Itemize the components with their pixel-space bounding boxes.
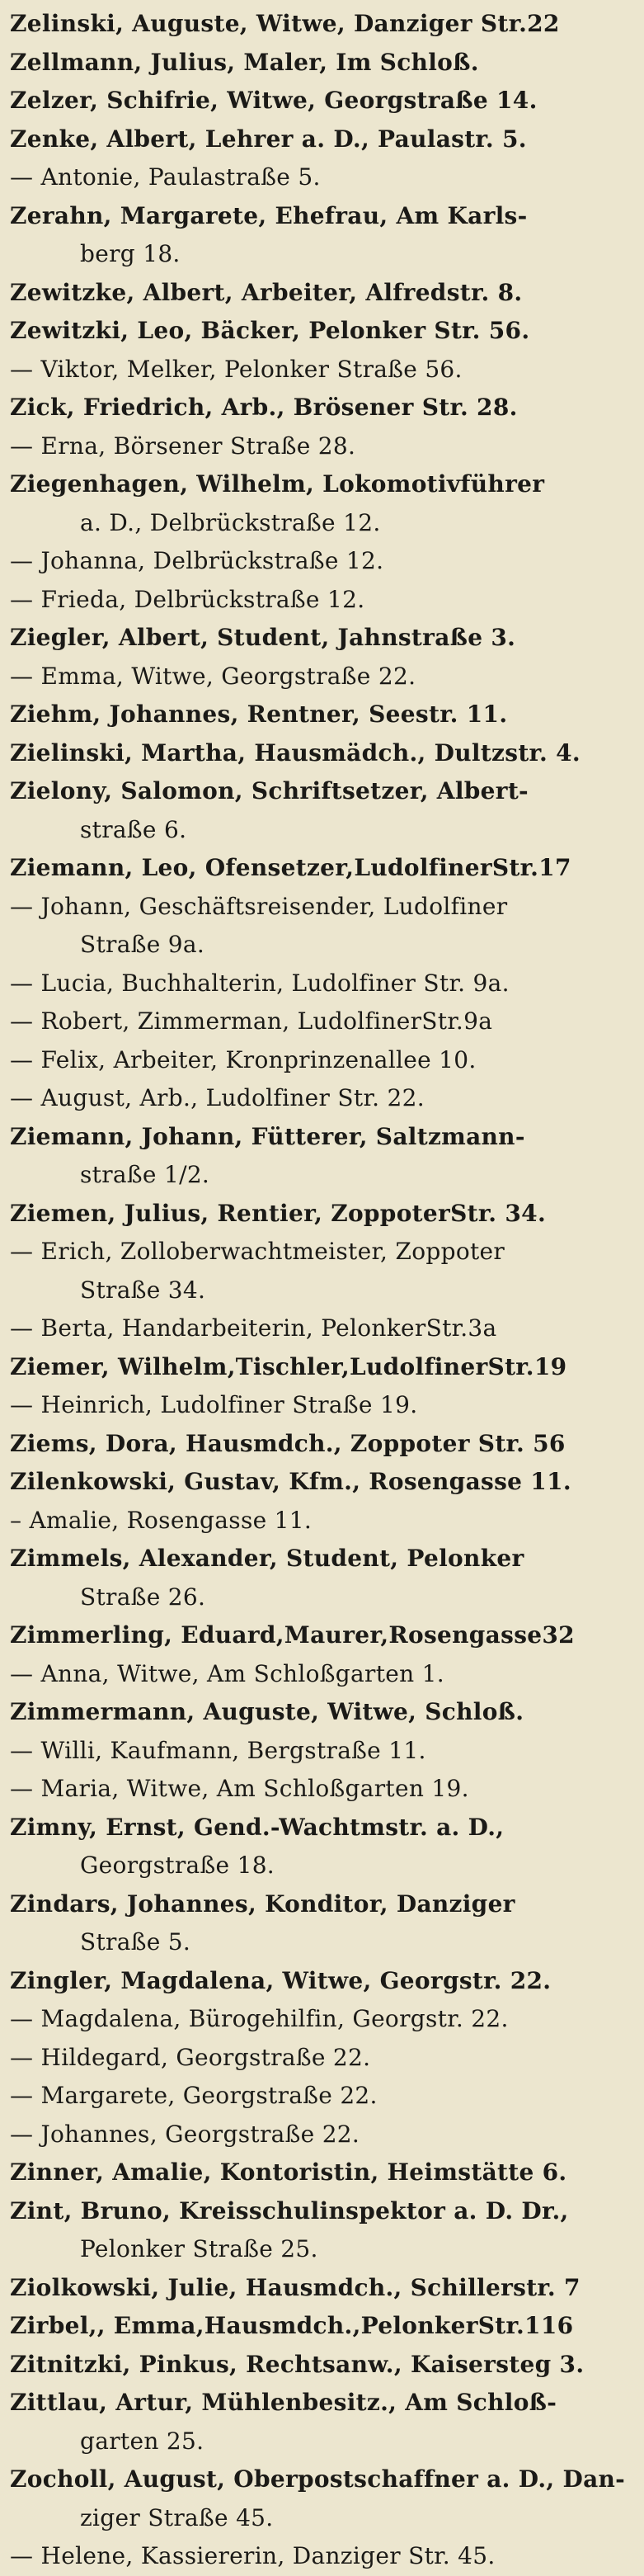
entry-continuation-line: Straße 26.	[80, 1583, 206, 1611]
entry-line: Zellmann, Julius, Maler, Im Schloß.	[10, 48, 479, 76]
entry-line: — Willi, Kaufmann, Bergstraße 11.	[10, 1736, 426, 1764]
directory-subentry	[10, 2077, 634, 2116]
entry-line: Zint, Bruno, Kreisschulinspektor a. D. Dr.,	[10, 2196, 569, 2225]
directory-subentry	[10, 658, 634, 696]
entry-line: Zelinski, Auguste, Witwe, Danziger Str.22	[10, 10, 560, 37]
entry-line: Zick, Friedrich, Arb., Brösener Str. 28.	[10, 394, 518, 421]
entry-line: — Berta, Handarbeiterin, PelonkerStr.3a	[10, 1314, 497, 1342]
entry-line: — Erna, Börsener Straße 28.	[10, 432, 356, 460]
entry-line: — Hildegard, Georgstraße 22.	[10, 2043, 371, 2071]
entry-line: Ziehm, Johannes, Rentner, Seestr. 11.	[10, 701, 508, 728]
directory-subentry	[10, 2000, 634, 2039]
directory-subentry	[10, 2537, 634, 2576]
entry-line: — Felix, Arbeiter, Kronprinzenallee 10.	[10, 1045, 477, 1073]
directory-subentry	[10, 581, 634, 620]
directory-entry	[10, 465, 634, 542]
entry-continuation-line: straße 1/2.	[80, 1161, 210, 1188]
directory-entry	[10, 389, 634, 427]
entry-line: Zocholl, August, Oberpostschaffner a. D., Dan-	[10, 2465, 626, 2493]
entry-line: — Heinrich, Ludolfiner Straße 19.	[10, 1391, 418, 1418]
directory-subentry	[10, 1079, 634, 1118]
directory-entry	[10, 772, 634, 849]
entry-line: — Magdalena, Bürogehilfin, Georgstr. 22.	[10, 2005, 509, 2032]
entry-line: Ziemer, Wilhelm,Tischler,LudolfinerStr.19	[10, 1352, 567, 1380]
entry-line: — August, Arb., Ludolfiner Str. 22.	[10, 1084, 425, 1111]
entry-line: Zingler, Magdalena, Witwe, Georgstr. 22.	[10, 1966, 552, 1994]
directory-entry	[10, 5, 634, 44]
directory-entry	[10, 312, 634, 351]
directory-subentry	[10, 1233, 634, 1309]
entry-continuation-line: Straße 9a.	[80, 931, 205, 958]
directory-entry	[10, 1118, 634, 1195]
directory-entry	[10, 1616, 634, 1655]
entry-line: — Frieda, Delbrückstraße 12.	[10, 585, 365, 613]
directory-entry	[10, 2307, 634, 2346]
entry-continuation-line: Georgstraße 18.	[80, 1852, 275, 1879]
directory-subentry	[10, 1732, 634, 1771]
directory-entry	[10, 1885, 634, 1962]
entry-line: Ziegenhagen, Wilhelm, Lokomotivführer	[10, 470, 545, 498]
entry-line: Zimmermann, Auguste, Witwe, Schloß.	[10, 1698, 524, 1725]
entry-line: Zitnitzki, Pinkus, Rechtsanw., Kaisersteg 3.	[10, 2350, 585, 2378]
directory-subentry	[10, 1655, 634, 1694]
directory-entry	[10, 1195, 634, 1234]
directory-subentry	[10, 351, 634, 389]
directory-entry	[10, 120, 634, 159]
entry-line: Zerahn, Margarete, Ehefrau, Am Karls-	[10, 201, 528, 229]
entry-line: — Viktor, Melker, Pelonker Straße 56.	[10, 355, 463, 383]
entry-line: Zittlau, Artur, Mühlenbesitz., Am Schloß-	[10, 2389, 557, 2416]
directory-entry	[10, 2154, 634, 2192]
directory-subentry	[10, 158, 634, 197]
directory-subentry	[10, 427, 634, 466]
entry-line: Ziemann, Leo, Ofensetzer,LudolfinerStr.17	[10, 854, 571, 881]
entry-continuation-line: straße 6.	[80, 815, 187, 843]
directory-entries	[10, 5, 634, 2576]
entry-line: — Robert, Zimmerman, LudolfinerStr.9a	[10, 1007, 493, 1035]
directory-entry	[10, 1809, 634, 1885]
directory-subentry	[10, 542, 634, 581]
entry-line: Zelzer, Schifrie, Witwe, Georgstraße 14.	[10, 87, 538, 114]
entry-continuation-line: berg 18.	[80, 240, 181, 267]
entry-line: Ziems, Dora, Hausmdch., Zoppoter Str. 56	[10, 1429, 566, 1457]
entry-line: Zimmels, Alexander, Student, Pelonker	[10, 1545, 524, 1572]
entry-line: – Amalie, Rosengasse 11.	[10, 1506, 313, 1534]
directory-subentry	[10, 2116, 634, 2154]
entry-line: — Johannes, Georgstraße 22.	[10, 2120, 360, 2148]
entry-line: — Lucia, Buchhalterin, Ludolfiner Str. 9a.	[10, 969, 510, 997]
entry-line: — Johann, Geschäftsreisender, Ludolfiner	[10, 892, 508, 920]
directory-entry	[10, 1693, 634, 1732]
directory-entry	[10, 2460, 634, 2537]
directory-subentry	[10, 1309, 634, 1348]
entry-line: Zimny, Ernst, Gend.-Wachtmstr. a. D.,	[10, 1813, 505, 1841]
entry-line: Zilenkowski, Gustav, Kfm., Rosengasse 11.	[10, 1468, 571, 1495]
directory-entry	[10, 734, 634, 773]
entry-continuation-line: Pelonker Straße 25.	[80, 2235, 318, 2262]
entry-line: — Maria, Witwe, Am Schloßgarten 19.	[10, 1775, 469, 1802]
directory-entry	[10, 274, 634, 313]
entry-continuation-line: garten 25.	[80, 2427, 204, 2455]
entry-line: — Anna, Witwe, Am Schloßgarten 1.	[10, 1659, 444, 1687]
directory-subentry	[10, 1502, 634, 1540]
entry-line: Zewitzke, Albert, Arbeiter, Alfredstr. 8.	[10, 278, 523, 306]
entry-line: Zirbel,, Emma,Hausmdch.,PelonkerStr.116	[10, 2312, 574, 2339]
directory-entry	[10, 44, 634, 83]
entry-line: Zimmerling, Eduard,Maurer,Rosengasse32	[10, 1621, 575, 1649]
directory-subentry	[10, 1003, 634, 1041]
directory-entry	[10, 1540, 634, 1616]
directory-subentry	[10, 965, 634, 1003]
entry-line: — Johanna, Delbrückstraße 12.	[10, 547, 384, 574]
directory-entry	[10, 2192, 634, 2269]
entry-line: — Emma, Witwe, Georgstraße 22.	[10, 662, 416, 690]
entry-line: — Helene, Kassiererin, Danziger Str. 45.	[10, 2542, 496, 2569]
directory-entry	[10, 1463, 634, 1502]
entry-line: Zinner, Amalie, Kontoristin, Heimstätte 6.	[10, 2158, 567, 2186]
directory-entry	[10, 2384, 634, 2460]
directory-entry	[10, 1425, 634, 1464]
entry-line: Zewitzki, Leo, Bäcker, Pelonker Str. 56.	[10, 317, 530, 344]
entry-line: Ziolkowski, Julie, Hausmdch., Schillerstr. 7	[10, 2273, 581, 2301]
directory-entry	[10, 849, 634, 888]
entry-line: Zenke, Albert, Lehrer a. D., Paulastr. 5.	[10, 125, 527, 153]
entry-line: Zindars, Johannes, Konditor, Danziger	[10, 1890, 515, 1918]
entry-continuation-line: a. D., Delbrückstraße 12.	[80, 508, 381, 536]
directory-entry	[10, 2269, 634, 2308]
entry-line: — Margarete, Georgstraße 22.	[10, 2082, 378, 2109]
directory-entry	[10, 619, 634, 658]
directory-entry	[10, 82, 634, 120]
entry-line: Ziemen, Julius, Rentier, ZoppoterStr. 34.	[10, 1199, 547, 1227]
entry-line: Ziegler, Albert, Student, Jahnstraße 3.	[10, 624, 516, 651]
entry-line: Ziemann, Johann, Fütterer, Saltzmann-	[10, 1122, 525, 1150]
directory-entry	[10, 1348, 634, 1387]
directory-subentry	[10, 1386, 634, 1425]
directory-subentry	[10, 1041, 634, 1080]
directory-subentry	[10, 888, 634, 965]
directory-entry	[10, 197, 634, 274]
entry-continuation-line: ziger Straße 45.	[80, 2503, 274, 2531]
directory-subentry	[10, 2039, 634, 2078]
entry-continuation-line: Straße 5.	[80, 1928, 191, 1956]
directory-entry	[10, 1962, 634, 2001]
directory-entry	[10, 696, 634, 734]
entry-continuation-line: Straße 34.	[80, 1276, 206, 1304]
entry-line: — Antonie, Paulastraße 5.	[10, 163, 321, 191]
entry-line: — Erich, Zolloberwachtmeister, Zoppoter	[10, 1238, 505, 1265]
directory-subentry	[10, 1770, 634, 1809]
entry-line: Zielony, Salomon, Schriftsetzer, Albert-	[10, 777, 529, 804]
directory-entry	[10, 2346, 634, 2385]
entry-line: Zielinski, Martha, Hausmädch., Dultzstr. 4.	[10, 738, 581, 767]
